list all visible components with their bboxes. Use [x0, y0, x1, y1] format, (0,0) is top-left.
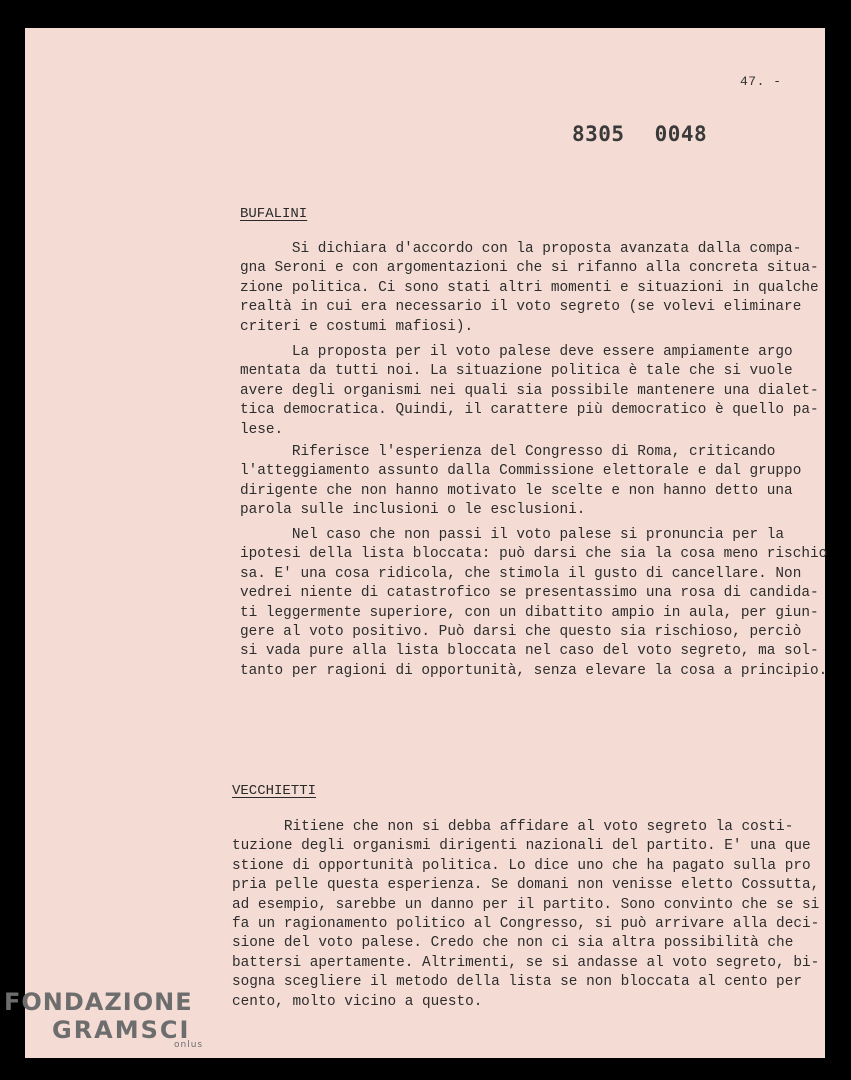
archive-stamp	[572, 122, 707, 146]
watermark-line3: onlus	[174, 1040, 204, 1050]
archive-stamp-left: 8305	[572, 122, 625, 146]
paragraph: Nel caso che non passi il voto palese si pronuncia per la ipotesi della lista bloccata: può darsi che sia la cosa meno rischio sa. E' una cosa ridicola, che stimola il gusto di cancellare. Non vedrei niente di catastrofico se presentassimo una rosa di candida- ti leggermente superiore, con un dibattito ampio in aula, per giun- gere al voto positivo. Può darsi che questo sia rischioso, perciò si vada pure alla lista bloccata nel caso del voto segreto, ma sol- tanto per ragioni di opportunità, senza elevare la cosa a principio.	[240, 527, 828, 679]
watermark-line2: GRAMSCI	[52, 1016, 191, 1044]
page-number: 47. -	[740, 74, 782, 89]
paragraph: Ritiene che non si debba affidare al voto segreto la costi- tuzione degli organismi dirigenti nazionali del partito. E' una que stione di opportunità politica. Lo dice uno che ha pagato sulla pro pria pelle questa esperienza. Se domani non venisse eletto Cossutta, ad esempio, sarebbe un danno per il partito. Sono convinto che se si fa un ragionamento politico al Congresso, si può arrivare alla deci- sione del voto palese. Credo che non ci sia altra possibilità che battersi apertamente. Altrimenti, se si andasse al voto segreto, bi- sogna scegliere il metodo della lista se non bloccata al cento per cento, molto vicino a questo.	[232, 819, 820, 1010]
watermark-line1: FONDAZIONE	[4, 988, 193, 1016]
speaker-heading-vecchietti: VECCHIETTI	[232, 783, 317, 799]
paragraph: Riferisce l'esperienza del Congresso di Roma, criticando l'atteggiamento assunto dalla Commissione elettorale e dal gruppo dirigente che non hanno motivato le scelte e non hanno detto una parola sulle inclusioni o le esclusioni.	[240, 444, 802, 519]
paragraph: Si dichiara d'accordo con la proposta avanzata dalla compa- gna Seroni e con argomentazioni che si rifanno alla concreta situa- zione politica. Ci sono stati altri momenti e situazioni in qualche realtà in cui era necessario il voto segreto (se volevi eliminare criteri e costumi mafiosi).	[240, 241, 819, 335]
fondazione-gramsci-watermark	[4, 988, 203, 1050]
paragraph: La proposta per il voto palese deve essere ampiamente argo mentata da tutti noi. La situazione politica è tale che si vuole avere degli organismi nei quali sia possibile mantenere una dialet- tica democratica. Quindi, il carattere più democratico è quello pa- lese.	[240, 344, 819, 438]
archive-stamp-right: 0048	[654, 122, 708, 146]
speaker-heading-bufalini: BUFALINI	[240, 206, 308, 222]
